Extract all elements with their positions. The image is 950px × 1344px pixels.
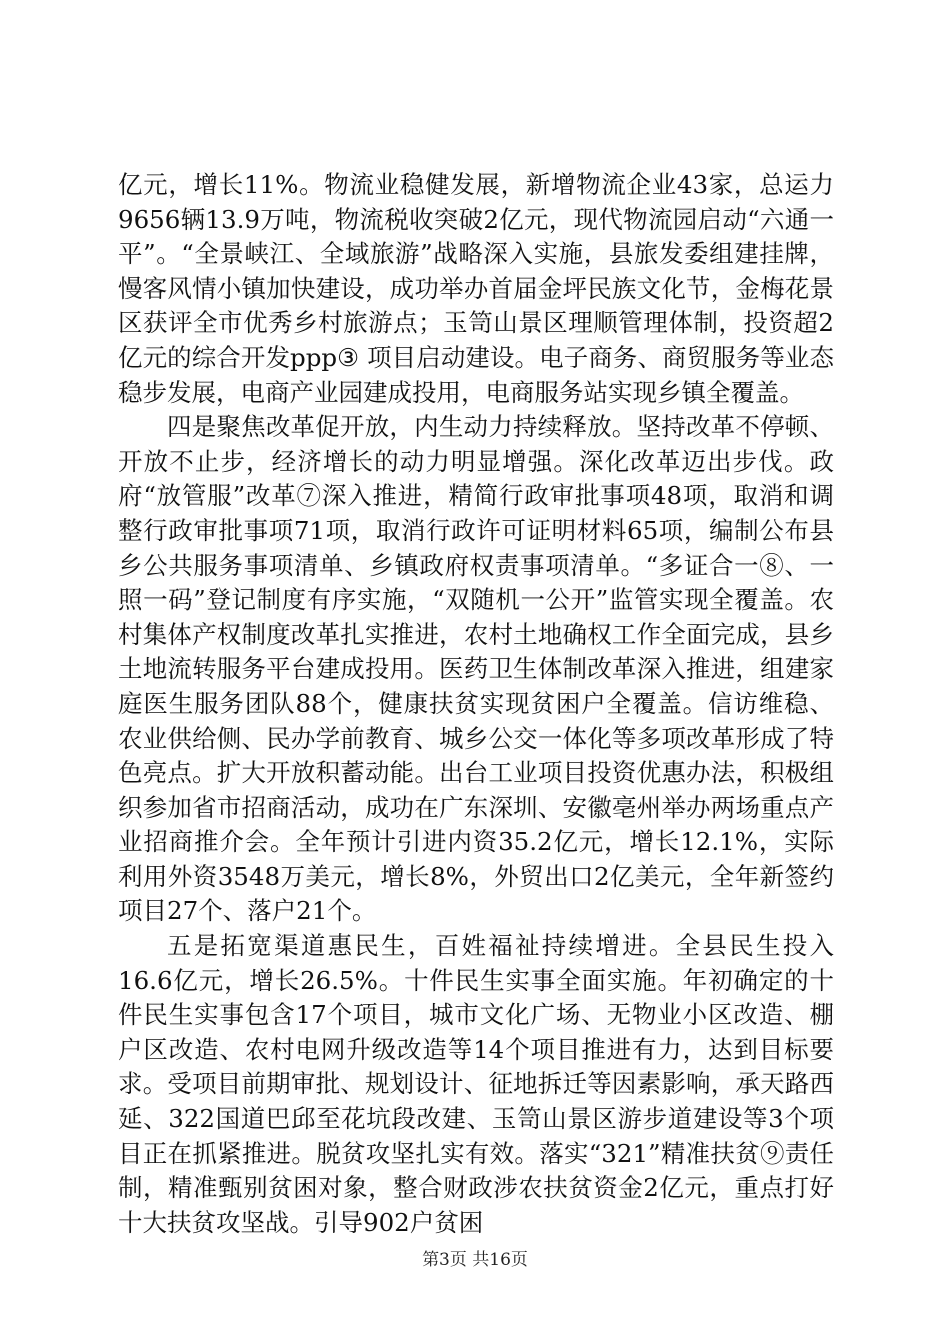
paragraph-continued: 亿元，增长11%。物流业稳健发展，新增物流企业43家，总运力9656辆13.9万吨，物流税收突破2亿元，现代物流园启动“六通一平”。“全景峡江、全域旅游”战略深入实施，县旅发委组建挂牌，慢客风情小镇加快建设，成功举办首届金坪民族文化节，金梅花景区获评全市优秀乡村旅游点；玉笥山景区理顺管理体制，投资超2亿元的综合开发ppp③ 项目启动建设。电子商务、商贸服务等业态稳步发展，电商产业园建成投用，电商服务站实现乡镇全覆盖。 — [118, 170, 834, 407]
document-body — [118, 168, 834, 1240]
paragraph-reform-opening: 四是聚焦改革促开放，内生动力持续释放。坚持改革不停顿、开放不止步，经济增长的动力明显增强。深化改革迈出步伐。政府“放管服”改革⑦深入推进，精简行政审批事项48项，取消和调整行政审批事项71项，取消行政许可证明材料65项，编制公布县乡公共服务事项清单、乡镇政府权责事项清单。“多证合一⑧、一照一码”登记制度有序实施，“双随机一公开”监管实现全覆盖。农村集体产权制度改革扎实推进，农村土地确权工作全面完成，县乡土地流转服务平台建成投用。医药卫生体制改革深入推进，组建家庭医生服务团队88个，健康扶贫实现贫困户全覆盖。信访维稳、农业供给侧、民办学前教育、城乡公交一体化等多项改革形成了特色亮点。扩大开放积蓄动能。出台工业项目投资优惠办法，积极组织参加省市招商活动，成功在广东深圳、安徽亳州举办两场重点产业招商推介会。全年预计引进内资35.2亿元，增长12.1%，实际利用外资3548万美元，增长8%，外贸出口2亿美元，全年新签约项目27个、落户21个。 — [118, 412, 834, 926]
page-number-footer: 第3页 共16页 — [422, 1250, 528, 1270]
paragraph-livelihood: 五是拓宽渠道惠民生，百姓福祉持续增进。全县民生投入16.6亿元，增长26.5%。十件民生实事全面实施。年初确定的十件民生实事包含17个项目，城市文化广场、无物业小区改造、棚户区改造、农村电网升级改造等14个项目推进有力，达到目标要求。受项目前期审批、规划设计、征地拆迁等因素影响，承天路西延、322国道巴邱至花坑段改建、玉笥山景区游步道建设等3个项目正在抓紧推进。脱贫攻坚扎实有效。落实“321”精准扶贫⑨责任制，精准甄别贫困对象，整合财政涉农扶贫资金2亿元，重点打好十大扶贫攻坚战。引导902户贫困 — [118, 931, 834, 1237]
